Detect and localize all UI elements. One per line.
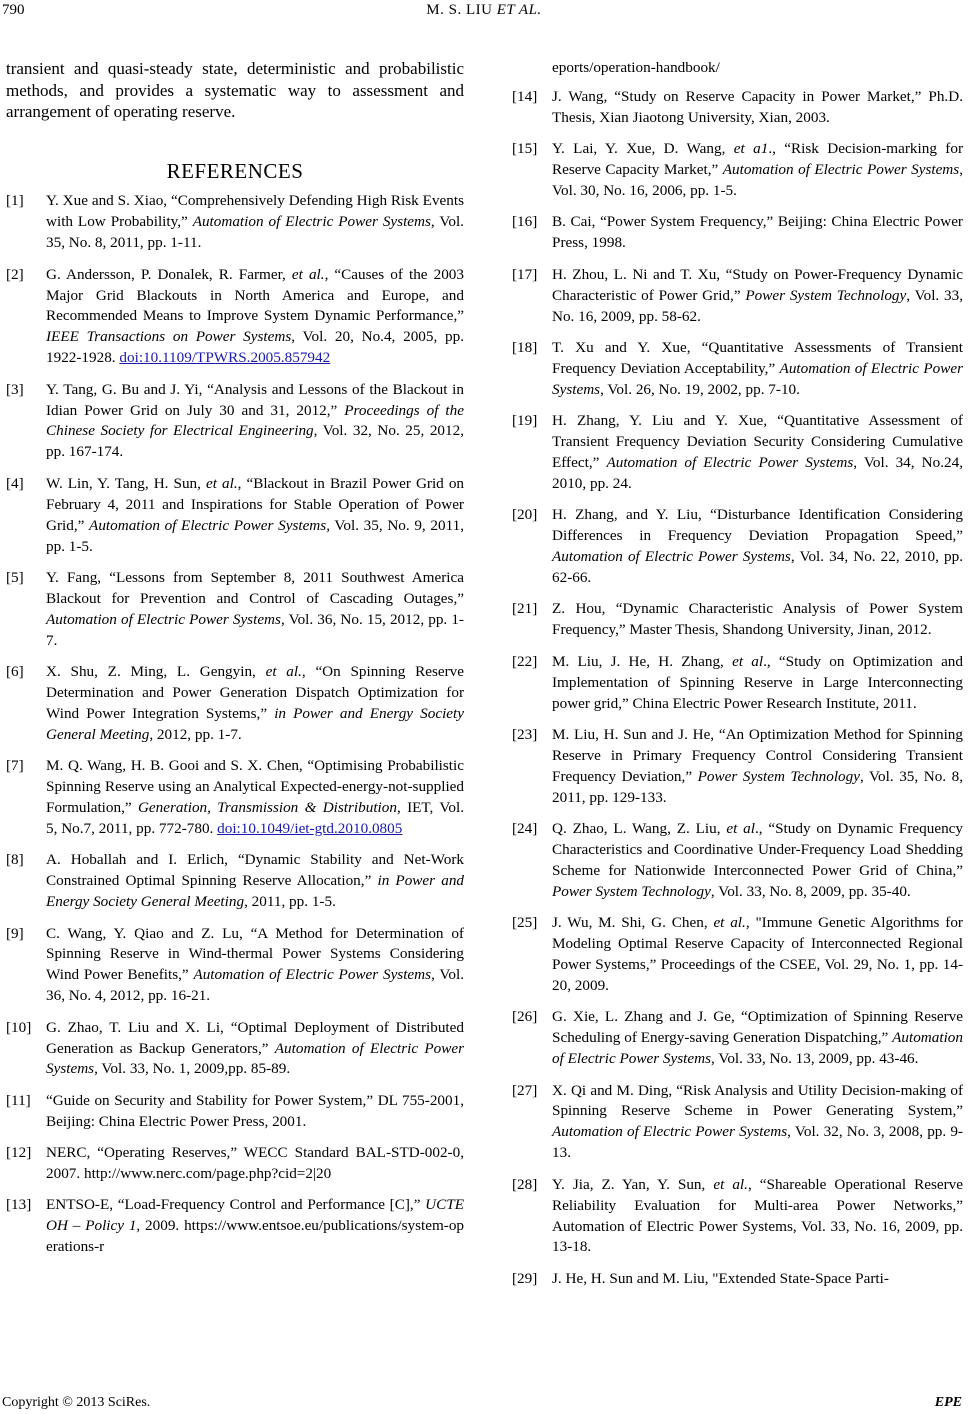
reference-item (6, 1091, 464, 1133)
reference-text: ., “Study on Dynamic Frequency Characteristics and Coordinative Under-Frequency Load Shedding Scheme for Nationwide Interconnected Power Grid of China,” (552, 820, 964, 879)
reference-text: , Vol. 36, No. 4, 2012, pp. 16-21. (46, 966, 464, 1005)
reference-italic: Generation, Transmission & Distribution (137, 798, 397, 816)
reference-italic: Power System Technology (552, 882, 711, 900)
reference-italic: Automation of Electric Power Systems (193, 966, 432, 984)
running-header (0, 2, 968, 19)
reference-italic: Automation of Electric Power Systems (552, 548, 791, 566)
reference-text: X. Shu, Z. Ming, L. Gengyin, (46, 663, 266, 681)
reference-italic: Automation of Electric Power Systems (46, 1039, 464, 1078)
reference-italic: et al. (713, 914, 746, 932)
reference-italic: et al (726, 820, 755, 838)
reference-text: , “Shareable Operational Reserve Reliability Evaluation for Multi-area Power Networks,” Automation of Electric Power Systems, Vol. 33, No. 16, 2009, pp. 13-18. (552, 1175, 964, 1256)
reference-text: , 2009. (136, 1217, 185, 1235)
reference-url: http://www.nerc.com/page.php?cid=2|20 (83, 1165, 332, 1183)
reference-text: , “Causes of the 2003 Major Grid Blackouts in North America and Europe, and Recommended Means to Improve System Dynamic Performance,” (46, 265, 464, 325)
reference-number: [6] (6, 663, 24, 681)
reference-text: , “On Spinning Reserve Determination and Power Generation Dispatch Optimization for Wind Power Integration Systems,” (46, 663, 464, 722)
reference-number: [20] (512, 506, 538, 524)
reference-text: , Vol. 33, No. 8, 2009, pp. 35-40. (710, 882, 911, 900)
reference-url: https://www.entsoe.eu/publications/system-operations-r (46, 1217, 465, 1256)
reference-text: , IET, Vol. 5, No.7, 2011, pp. 772-780. (46, 798, 465, 837)
reference-number: [24] (512, 820, 538, 838)
reference-italic: et al. (206, 474, 238, 492)
reference-number: [15] (512, 140, 538, 158)
reference-number: [11] (6, 1091, 31, 1109)
reference-number: [1] (6, 192, 24, 210)
reference-italic: Automation of Electric Power Systems (552, 359, 963, 398)
reference-text: H. Zhang, and Y. Liu, “Disturbance Identification Considering Differences in Frequency Deviation Propagation Speed,” (552, 506, 963, 545)
running-header-authors: M. S. LIU (426, 2, 493, 18)
doi-link[interactable]: doi:10.1109/TPWRS.2005.857942 (119, 349, 331, 367)
reference-item (512, 505, 963, 589)
reference-number: [23] (512, 725, 538, 743)
reference-number: [7] (6, 757, 24, 775)
reference-item (6, 924, 464, 1008)
reference-item (512, 411, 963, 495)
reference-text: M. Q. Wang, H. B. Gooi and S. X. Chen, “Optimising Probabilistic Spinning Reserve using an Analytical Expected-energy-not-supplied Formulation,” (46, 757, 464, 816)
reference-item (6, 1195, 464, 1258)
reference-italic: Automation of Electric Power Systems (192, 213, 431, 231)
reference-text: ENTSO-E, “Load-Frequency Control and Performance [C],” (46, 1196, 426, 1214)
reference-item (6, 474, 464, 558)
reference-text: , Vol. 35, No. 8, 2011, pp. 129-133. (552, 767, 964, 806)
reference-text: , Vol. 20, No.4, 2005, pp. 1922-1928. (46, 328, 464, 367)
reference-number: [14] (512, 87, 538, 105)
reference-italic: Power System Technology (697, 767, 860, 785)
reference-number: [17] (512, 265, 538, 283)
reference-number: [12] (6, 1144, 32, 1162)
reference-item (512, 1081, 963, 1165)
reference-italic: et al. (265, 663, 302, 681)
reference-item (512, 87, 963, 129)
reference-italic: Automation of Electric Power Systems (552, 1029, 963, 1068)
reference-text: G. Zhao, T. Liu and X. Li, “Optimal Deployment of Distributed Generation as Backup Generators,” (46, 1018, 464, 1057)
reference-text: Y. Jia, Z. Yan, Y. Sun, (552, 1175, 714, 1193)
reference-number: [18] (512, 338, 538, 356)
reference-italic: Power System Technology (745, 286, 907, 304)
reference-number: [22] (512, 652, 538, 670)
reference-text: , Vol. 34, No.24, 2010, pp. 24. (552, 454, 964, 492)
reference-text: Z. Hou, “Dynamic Characteristic Analysis of Power System Frequency,” Master Thesis, Shandong University, Jinan, 2012. (552, 600, 963, 639)
reference-text: , Vol. 26, No. 19, 2002, pp. 7-10. (600, 380, 800, 398)
reference-text: Y. Xue and S. Xiao, “Comprehensively Defending High Risk Events with Low Probability,” (46, 192, 464, 231)
reference-item (6, 662, 464, 746)
reference-text: G. Andersson, P. Donalek, R. Farmer, (46, 265, 292, 283)
reference-item (6, 1018, 464, 1081)
reference-number: [4] (6, 474, 24, 492)
reference-text: , Vol. 34, No. 22, 2010, pp. 62-66. (552, 548, 963, 587)
reference-number: [27] (512, 1081, 538, 1099)
reference-text: , Vol. 32, No. 3, 2008, pp. 9-13. (552, 1123, 963, 1162)
reference-text: H. Zhou, L. Ni and T. Xu, “Study on Power-Frequency Dynamic Characteristic of Power Grid,” (552, 265, 963, 304)
reference-number: [19] (512, 412, 538, 430)
reference-italic: et al. (291, 265, 325, 283)
right-column (512, 58, 963, 1300)
reference-list-right (512, 87, 963, 1290)
reference-text: ., “Study on Optimization and Implementation of Spinning Reserve in Large Interconnecting power grid,” China Electric Power Research Institute, 2011. (552, 652, 963, 712)
reference-item (512, 725, 963, 809)
reference-item (6, 380, 464, 464)
reference-item (512, 652, 963, 715)
reference-text: G. Xie, L. Zhang and J. Ge, “Optimization of Spinning Reserve Scheduling of Energy-saving Generation Dispatching,” (552, 1008, 963, 1047)
reference-text: , Vol. 33, No. 13, 2009, pp. 43-46. (711, 1050, 919, 1068)
reference-text: , Vol. 33, No. 16, 2009, pp. 58-62. (552, 286, 963, 325)
reference-number: [9] (6, 924, 24, 942)
reference-number: [29] (512, 1269, 538, 1287)
reference-number: [5] (6, 568, 24, 586)
reference-text: Y. Fang, “Lessons from September 8, 2011 Southwest America Blackout for Prevention and Control of Cascading Outages,” (46, 568, 464, 607)
left-column (6, 58, 464, 1269)
reference-italic: et al (732, 652, 764, 670)
reference-text: , 2012, pp. 1-7. (149, 725, 242, 743)
reference-text: M. Liu, H. Sun and J. He, “An Optimization Method for Spinning Reserve in Primary Frequency Control Considering Transient Frequency Deviation,” (552, 725, 963, 785)
reference-item (512, 212, 963, 254)
reference-continuation: eports/operation-handbook/ (552, 59, 720, 76)
reference-item (512, 1007, 963, 1070)
reference-text: X. Qi and M. Ding, “Risk Analysis and Utility Decision-making of Spinning Reserve Scheme in Power Generating System,” (552, 1081, 963, 1120)
reference-text: B. Cai, “Power System Frequency,” Beijing: China Electric Power Press, 1998. (552, 213, 963, 252)
copyright-notice: Copyright © 2013 SciRes. (2, 1395, 151, 1410)
reference-text: H. Zhang, Y. Liu and Y. Xue, “Quantitative Assessment of Transient Frequency Deviation Security Considering Cumulative Effect,” (552, 412, 963, 471)
reference-text: , “Blackout in Brazil Power Grid on February 4, 2011 and Inspirations for Stable Operation of Power Grid,” (46, 474, 465, 534)
reference-number: [25] (512, 914, 538, 932)
reference-text: J. He, H. Sun and M. Liu, "Extended State-Space Parti- (552, 1269, 889, 1287)
reference-number: [10] (6, 1018, 32, 1036)
reference-text: Q. Zhao, L. Wang, Z. Liu, (552, 820, 727, 838)
reference-text: , "Immune Genetic Algorithms for Modeling Optimal Reserve Capacity of Interconnected Regional Power Systems,” Proceedings of the CSEE, Vol. 29, No. 1, pp. 14-20, 2009. (552, 914, 963, 994)
reference-number: [13] (6, 1196, 32, 1214)
intro-paragraph: transient and quasi-steady state, deterministic and probabilistic methods, and provides a systematic way to assessment and arrangement of operating reserve. (6, 59, 464, 121)
reference-item (6, 191, 464, 254)
reference-italic: Automation of Electric Power Systems (606, 454, 854, 471)
reference-number: [3] (6, 380, 24, 398)
reference-text: J. Wang, “Study on Reserve Capacity in Power Market,” Ph.D. Thesis, Xian Jiaotong University, Xian, 2003. (552, 87, 963, 126)
reference-number: [28] (512, 1175, 538, 1193)
journal-abbreviation: EPE (934, 1395, 962, 1410)
reference-italic: Proceedings of the Chinese Society for Electrical Engineering (46, 401, 464, 440)
reference-item (6, 265, 464, 370)
reference-number: [2] (6, 265, 24, 283)
reference-item (512, 139, 963, 202)
reference-item (512, 265, 963, 328)
reference-text: M. Liu, J. He, H. Zhang, (552, 652, 733, 670)
reference-italic: et a1 (733, 140, 769, 158)
reference-text: , Vol. 36, No. 15, 2012, pp. 1-7. (46, 610, 464, 649)
reference-text: “Guide on Security and Stability for Power System,” DL 755-2001, Beijing: China Electric Power Press, 2001. (46, 1091, 464, 1130)
references-heading: REFERENCES (166, 158, 304, 183)
reference-text: , Vol. 30, No. 16, 2006, pp. 1-5. (552, 161, 963, 200)
reference-item (512, 819, 963, 903)
reference-text: , Vol. 32, No. 25, 2012, pp. 167-174. (46, 422, 464, 461)
reference-text: T. Xu and Y. Xue, “Quantitative Assessments of Transient Frequency Deviation Acceptability,” (552, 338, 963, 377)
reference-italic: in Power and Energy Society General Meeting (46, 872, 465, 911)
reference-item (512, 1269, 963, 1290)
reference-italic: Automation of Electric Power Systems (552, 1123, 788, 1141)
reference-italic: IEEE Transactions on Power Systems (46, 328, 292, 346)
reference-item (512, 1175, 963, 1259)
reference-text: Y. Lai, Y. Xue, D. Wang, (552, 140, 734, 158)
reference-text: , 2011, pp. 1-5. (244, 893, 336, 911)
reference-item (6, 756, 464, 840)
reference-item (512, 338, 963, 401)
reference-text: A. Hoballah and I. Erlich, “Dynamic Stability and Net-Work Constrained Optimal Spinning Reserve Allocation,” (46, 851, 464, 890)
reference-text: NERC, “Operating Reserves,” WECC Standard BAL-STD-002-0, 2007. (46, 1144, 464, 1183)
reference-text: ., “Risk Decision-marking for Reserve Capacity Market,” (552, 140, 963, 179)
reference-list-left (6, 191, 464, 1258)
reference-italic: Automation of Electric Power Systems (46, 610, 281, 628)
page-number: 790 (2, 2, 25, 18)
reference-item (6, 568, 464, 652)
reference-text: C. Wang, Y. Qiao and Z. Lu, “A Method for Determination of Spinning Reserve in Wind-thermal Power Systems Considering Wind Power Benefits,” (46, 924, 464, 984)
running-header-etal: ET AL. (496, 2, 542, 18)
reference-number: [21] (512, 600, 538, 618)
reference-item (512, 599, 963, 641)
reference-italic: UCTE OH – Policy 1 (46, 1196, 464, 1235)
reference-item (512, 913, 963, 997)
reference-text: , Vol. 35, No. 8, 2011, pp. 1-11. (46, 213, 464, 252)
reference-item (6, 1143, 464, 1185)
reference-text: Y. Tang, G. Bu and J. Yi, “Analysis and Lessons of the Blackout in Idian Power Grid on July 30 and 31, 2012,” (46, 380, 464, 419)
reference-number: [16] (512, 213, 538, 231)
reference-italic: Automation of Electric Power Systems (89, 516, 327, 534)
reference-text: J. Wu, M. Shi, G. Chen, (552, 914, 714, 932)
reference-italic: et al. (713, 1175, 748, 1193)
reference-text: W. Lin, Y. Tang, H. Sun, (46, 474, 206, 492)
reference-italic: Automation of Electric Power Systems (722, 161, 960, 179)
reference-text: , Vol. 35, No. 9, 2011, pp. 1-5. (46, 516, 464, 555)
reference-number: [8] (6, 851, 24, 869)
reference-number: [26] (512, 1008, 538, 1026)
reference-item (6, 850, 464, 913)
reference-italic: in Power and Energy Society General Meeting (46, 704, 465, 743)
doi-link[interactable]: doi:10.1049/iet-gtd.2010.0805 (217, 819, 403, 837)
reference-text: , Vol. 33, No. 1, 2009,pp. 85-89. (94, 1060, 291, 1078)
